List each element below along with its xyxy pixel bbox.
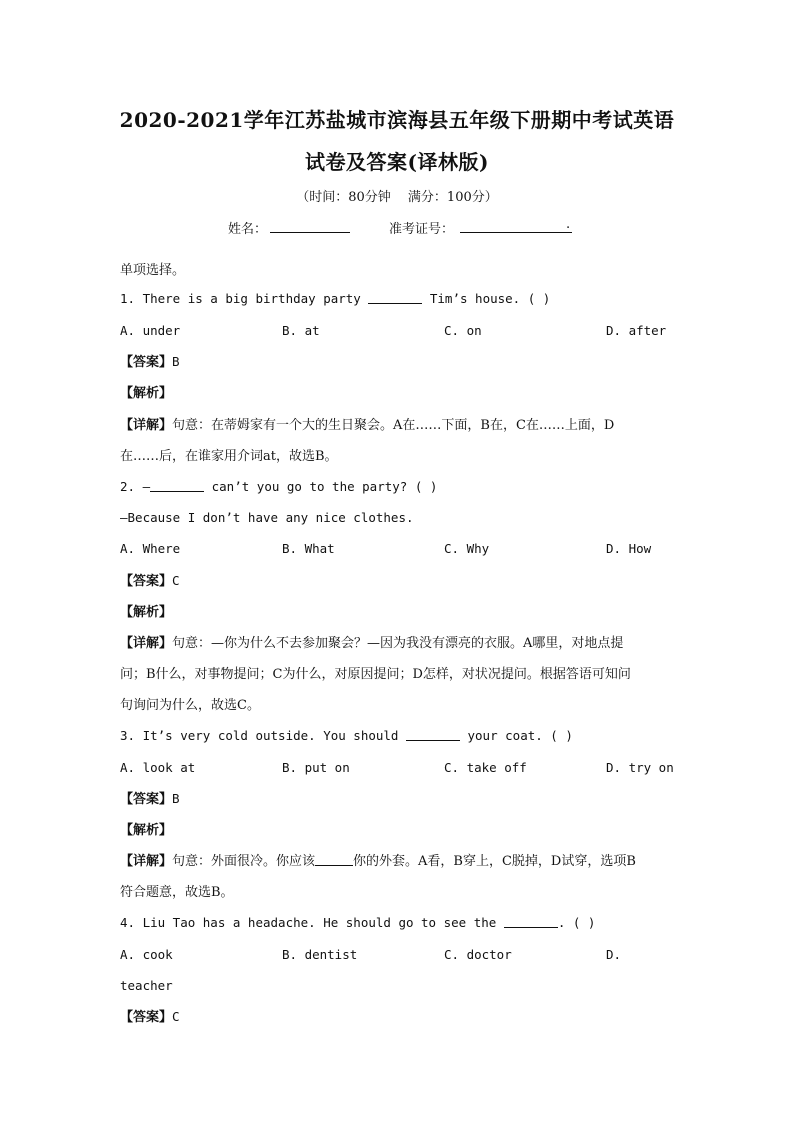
document-title-line-2: 试卷及答案(译林版) bbox=[305, 150, 489, 174]
exam-time-info: （时间：80分钟 满分：100分） bbox=[296, 190, 498, 205]
question-1-option-c: C. on bbox=[444, 323, 482, 338]
question-4-option-d-text: teacher bbox=[120, 978, 173, 993]
question-1-option-a: A. under bbox=[120, 323, 181, 338]
question-4-option-b: B. dentist bbox=[282, 947, 358, 962]
answer-blank bbox=[368, 291, 422, 304]
question-1-detail-line-2: 在……后，在谁家用介词at，故选B。 bbox=[120, 449, 338, 464]
question-3-detail-line-1: 【详解】句意：外面很冷。你应该 你的外套。A看，B穿上，C脱掉，D试穿，选项B bbox=[120, 854, 636, 869]
question-3-answer: 【答案】B bbox=[120, 791, 180, 807]
section-heading: 单项选择。 bbox=[120, 263, 186, 278]
question-4-option-a: A. cook bbox=[120, 947, 173, 962]
question-2-answer: 【答案】C bbox=[120, 573, 180, 589]
question-1-detail-line-1: 【详解】句意：在蒂姆家有一个大的生日聚会。A在……下面，B在，C在……上面，D bbox=[120, 418, 615, 433]
answer-blank bbox=[315, 853, 353, 866]
question-1-analysis-label: 【解析】 bbox=[120, 386, 173, 401]
exam-id-suffix: . bbox=[566, 217, 571, 232]
name-field[interactable] bbox=[270, 218, 350, 235]
question-2-reply: —Because I don’t have any nice clothes. bbox=[120, 510, 414, 525]
question-3-stem: 3. It’s very cold outside. You should your coat. ( ) bbox=[120, 728, 573, 743]
question-1-option-d: D. after bbox=[606, 323, 667, 338]
question-2-detail-line-1: 【详解】句意：—你为什么不去参加聚会？—因为我没有漂亮的衣服。A哪里，对地点提 bbox=[120, 636, 624, 651]
question-4-option-c: C. doctor bbox=[444, 947, 512, 962]
question-3-option-a: A. look at bbox=[120, 760, 196, 775]
question-1-stem: 1. There is a big birthday party Tim’s house. ( ) bbox=[120, 291, 551, 306]
document-title-line-1: 2020-2021学年江苏盐城市滨海县五年级下册期中考试英语 bbox=[119, 108, 675, 132]
question-4-option-d: D. bbox=[606, 947, 622, 962]
question-2-option-b: B. What bbox=[282, 541, 335, 556]
question-4-stem: 4. Liu Tao has a headache. He should go to see the . ( ) bbox=[120, 915, 596, 930]
answer-blank bbox=[406, 728, 460, 741]
question-2-detail-line-2: 问；B什么，对事物提问；C为什么，对原因提问；D怎样，对状况提问。根据答语可知问 bbox=[120, 667, 631, 682]
question-2-analysis-label: 【解析】 bbox=[120, 605, 173, 620]
question-3-option-c: C. take off bbox=[444, 760, 527, 775]
question-3-detail-line-2: 符合题意，故选B。 bbox=[120, 885, 234, 900]
question-2-stem: 2. — can’t you go to the party? ( ) bbox=[120, 479, 438, 494]
question-1-option-b: B. at bbox=[282, 323, 320, 338]
name-label: 姓名： bbox=[228, 222, 268, 237]
question-3-option-d: D. try on bbox=[606, 760, 674, 775]
answer-blank bbox=[504, 915, 558, 928]
question-3-option-b: B. put on bbox=[282, 760, 350, 775]
question-2-option-c: C. Why bbox=[444, 541, 490, 556]
question-4-answer: 【答案】C bbox=[120, 1009, 180, 1025]
exam-id-label: 准考证号： bbox=[389, 222, 455, 237]
question-2-option-d: D. How bbox=[606, 541, 652, 556]
question-2-option-a: A. Where bbox=[120, 541, 181, 556]
question-1-answer: 【答案】B bbox=[120, 354, 180, 370]
exam-id-field[interactable] bbox=[460, 218, 572, 235]
answer-blank bbox=[150, 479, 204, 492]
question-2-detail-line-3: 句询问为什么，故选C。 bbox=[120, 698, 260, 713]
question-3-analysis-label: 【解析】 bbox=[120, 823, 173, 838]
